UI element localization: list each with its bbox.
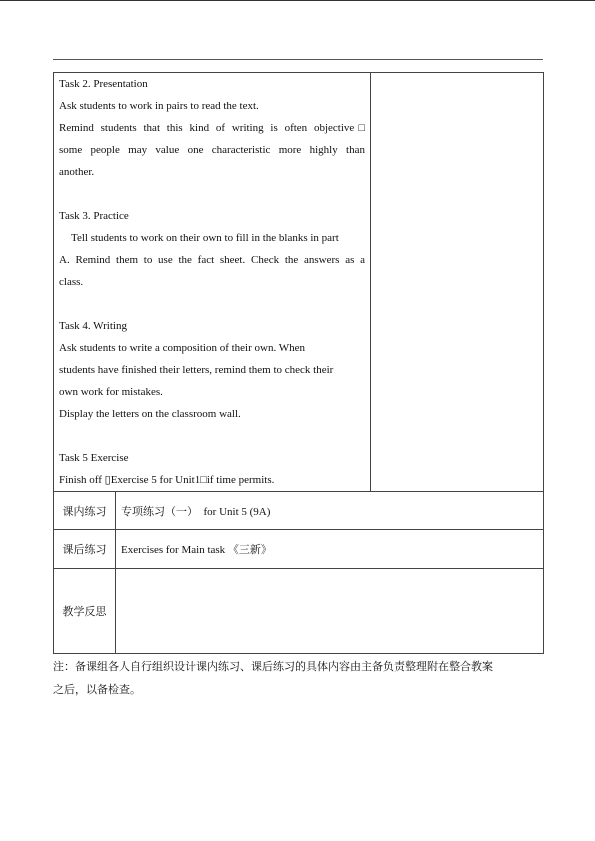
task-steps-text — [59, 73, 365, 491]
in-class-exercise-content — [116, 492, 544, 530]
teaching-reflection-row — [54, 569, 544, 654]
task-line: class. — [59, 276, 84, 288]
task-line: Task 2. Presentation — [59, 78, 148, 90]
footnote — [53, 655, 543, 701]
blank-line — [59, 183, 365, 205]
task-line: Ask students to write a composition of their own. When — [59, 342, 306, 354]
task-line: some people may value one characteristic more highly than — [59, 144, 365, 156]
task-row — [54, 73, 544, 492]
lesson-plan-table — [53, 72, 544, 654]
header-rule — [53, 59, 543, 60]
task-line: Ask students to work in pairs to read the text. — [59, 100, 259, 112]
task-notes-cell — [371, 73, 544, 492]
task-line: A. Remind them to use the fact sheet. Check the answers as a — [59, 254, 365, 266]
task-line: another. — [59, 166, 95, 178]
teaching-reflection-content — [116, 569, 544, 654]
task-line: Tell students to work on their own to fill in the blanks in part — [71, 232, 339, 244]
task-line: Task 3. Practice — [59, 210, 129, 222]
footnote-line-1: 注：备课组各人自行组织设计课内练习、课后练习的具体内容由主备负责整理附在整合教案 — [53, 660, 493, 673]
task-line: Display the letters on the classroom wall. — [59, 408, 241, 420]
in-class-exercise-unit: for Unit 5 (9A) — [198, 505, 271, 518]
in-class-exercise-row — [54, 492, 544, 530]
teaching-reflection-label: 教学反思 — [54, 569, 116, 654]
after-class-exercise-label: 课后练习 — [54, 530, 116, 569]
task-line: Task 5 Exercise — [59, 452, 129, 464]
after-class-exercise-content — [116, 530, 544, 569]
task-line: Finish off ▯Exercise 5 for Unit1□if time permits. — [59, 474, 275, 486]
blank-line — [59, 293, 365, 315]
task-steps-cell — [54, 73, 371, 492]
blank-line — [59, 425, 365, 447]
task-line: students have finished their letters, remind them to check their — [59, 364, 334, 376]
after-class-exercise-text: Exercises for Main task — [121, 544, 228, 556]
task-line: Remind students that this kind of writing is often objective□ — [59, 122, 365, 134]
footnote-line-2: 之后，以备检查。 — [53, 683, 141, 696]
after-class-exercise-row — [54, 530, 544, 569]
after-class-exercise-book: 《三新》 — [227, 543, 272, 556]
task-line: Task 4. Writing — [59, 320, 127, 332]
in-class-exercise-title: 专项练习（一） — [121, 504, 198, 518]
in-class-exercise-label: 课内练习 — [54, 492, 116, 530]
task-line: own work for mistakes. — [59, 386, 163, 398]
page-top-edge — [0, 0, 595, 1]
